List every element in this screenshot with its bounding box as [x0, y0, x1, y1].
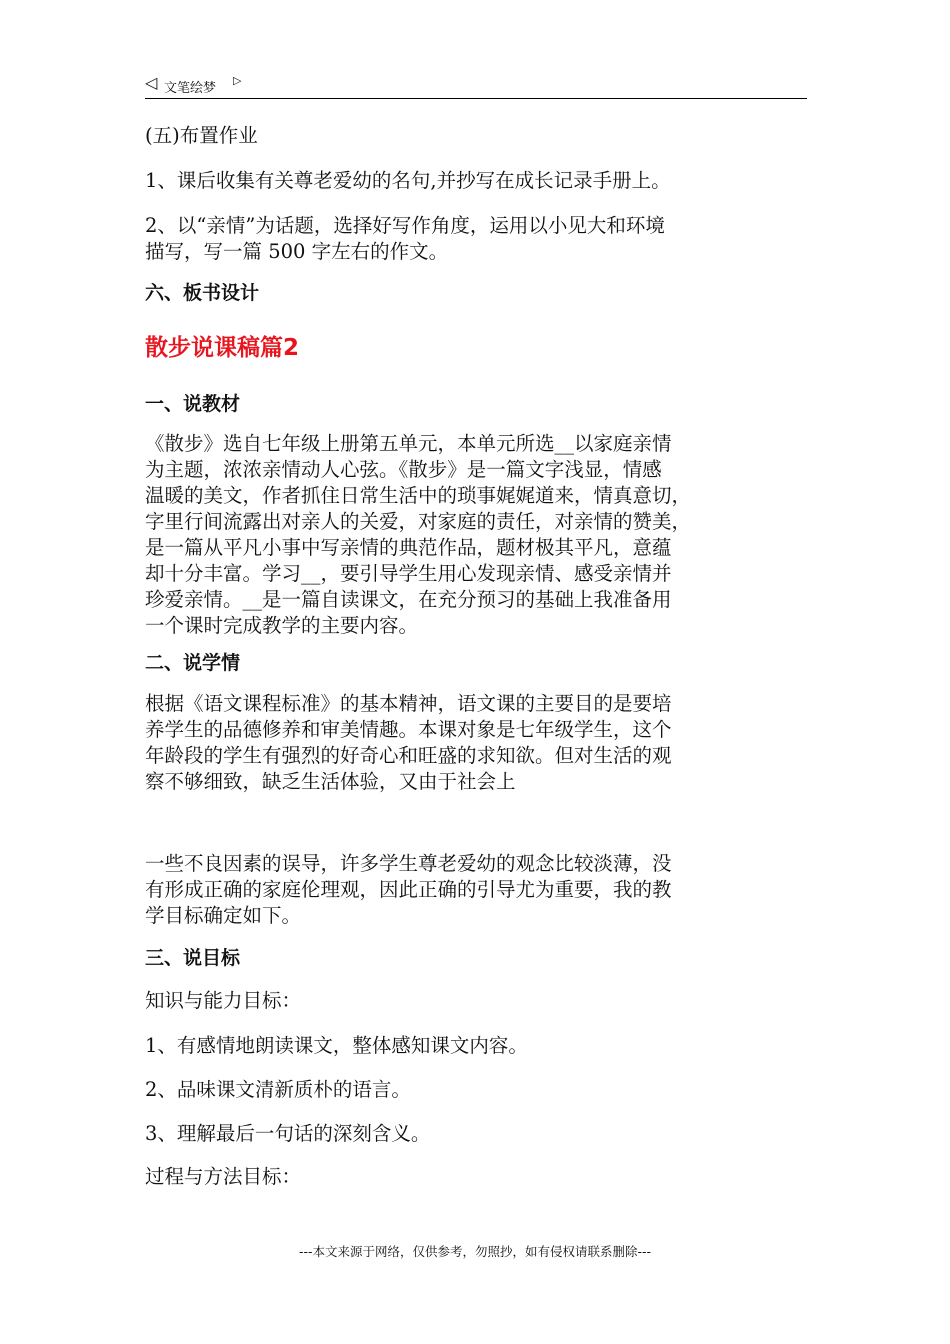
text-line: 年龄段的学生有强烈的好奇心和旺盛的求知欲。但对生活的观 — [145, 744, 672, 767]
process-goal-label: 过程与方法目标： — [145, 1165, 302, 1188]
goal-item-2: 2、品味课文清新质朴的语言。 — [145, 1078, 411, 1101]
goal-item-3: 3、理解最后一句话的深刻含义。 — [145, 1122, 431, 1145]
homework-item-2-cont: 描写，写一篇 500 字左右的作文。 — [145, 240, 449, 263]
knowledge-goal-label: 知识与能力目标： — [145, 989, 302, 1012]
part2-heading: 二、说学情 — [145, 652, 241, 674]
text-line: 却十分丰富。学习__，要引导学生用心发现亲情、感受亲情并 — [145, 562, 672, 585]
text-line: 《散步》选自七年级上册第五单元，本单元所选__以家庭亲情 — [145, 432, 672, 455]
text-line: 一些不良因素的误导，许多学生尊老爱幼的观念比较淡薄，没 — [145, 852, 672, 875]
part3-heading: 三、说目标 — [145, 947, 241, 969]
goal-item-1: 1、有感情地朗读课文，整体感知课文内容。 — [145, 1034, 528, 1057]
section5-heading: (五)布置作业 — [145, 124, 258, 147]
right-triangle-icon: ▷ — [233, 74, 242, 87]
text-line: 温暖的美文，作者抓住日常生活中的琐事娓娓道来，情真意切， — [145, 484, 692, 507]
left-triangle-icon: ◁ — [145, 73, 158, 92]
header-brand: 文笔绘梦 — [164, 81, 217, 96]
part1-heading: 一、说教材 — [145, 393, 241, 415]
section6-heading: 六、板书设计 — [145, 282, 260, 304]
text-line: 有形成正确的家庭伦理观，因此正确的引导尤为重要，我的教 — [145, 878, 672, 901]
page-header — [145, 74, 807, 99]
page-footer: ---本文来源于网络，仅供参考，勿照抄，如有侵权请联系删除--- — [298, 1244, 652, 1259]
text-line: 察不够细致，缺乏生活体验，又由于社会上 — [145, 770, 516, 793]
text-line: 字里行间流露出对亲人的关爱，对家庭的责任，对亲情的赞美， — [145, 510, 692, 533]
text-line: 珍爱亲情。__是一篇自读课文，在充分预习的基础上我准备用 — [145, 588, 672, 611]
text-line: 学目标确定如下。 — [145, 904, 302, 927]
text-line: 是一篇从平凡小事中写亲情的典范作品，题材极其平凡，意蕴 — [145, 536, 672, 559]
doc-title: 散步说课稿篇2 — [145, 335, 300, 361]
text-line: 一个课时完成教学的主要内容。 — [145, 614, 419, 637]
homework-item-1: 1、课后收集有关尊老爱幼的名句,并抄写在成长记录手册上。 — [145, 169, 671, 192]
text-line: 根据《语文课程标准》的基本精神，语文课的主要目的是要培 — [145, 692, 672, 715]
homework-item-2: 2、以“亲情”为话题，选择好写作角度，运用以小见大和环境 — [145, 214, 665, 237]
text-line: 为主题，浓浓亲情动人心弦。《散步》是一篇文字浅显，情感 — [145, 458, 662, 481]
text-line: 养学生的品德修养和审美情趣。本课对象是七年级学生，这个 — [145, 718, 672, 741]
